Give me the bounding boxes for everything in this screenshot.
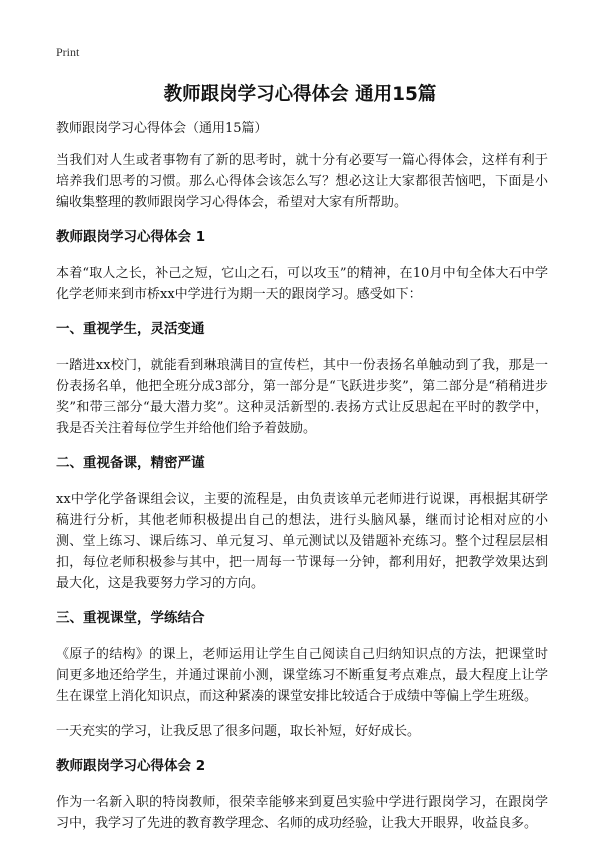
section-1-paragraph: 本着“取人之长，补己之短，它山之石，可以攻玉”的精神，在10月中旬全体大石中学化学老师来到市桥xx中学进行为期一天的跟岗学习。感受如下： <box>56 266 548 302</box>
subsection-3-heading: 三、重视课堂，学练结合 <box>56 610 205 626</box>
subsection-3-paragraph: 《原子的结构》的课上，老师运用让学生自己阅读自己归纳知识点的方法，把课堂时间更多地还给学生，并通过课前小测，课堂练习不断重复考点难点，最大程度上让学生在课堂上消化知识点，而这种紧凑的课堂安排比较适合于成绩中等偏上学生班级。 <box>56 647 548 704</box>
summary-paragraph: 一天充实的学习，让我反思了很多问题，取长补短，好好成长。 <box>56 724 421 739</box>
article-body <box>56 119 548 848</box>
article-subtitle: 教师跟岗学习心得体会（通用15篇） <box>56 121 268 136</box>
print-link[interactable]: Print <box>56 45 80 59</box>
subsection-2-paragraph: xx中学化学备课组会议，主要的流程是，由负责该单元老师进行说课，再根据其研学稿进行分析，其他老师积极提出自己的想法，进行头脑风暴，继而讨论相对应的小测、堂上练习、课后练习、单元复习、单元测试以及错题补充练习。整个过程层层相扣，每位老师积极参与其中，把一周每一节课每一分钟，都利用好，把教学效果达到最大化，这是我要努力学习的方向。 <box>56 492 548 591</box>
section-1-heading: 教师跟岗学习心得体会 1 <box>56 229 206 245</box>
section-2-paragraph: 作为一名新入职的特岗教师，很荣幸能够来到夏邑实验中学进行跟岗学习，在跟岗学习中，我学习了先进的教育教学理念、名师的成功经验，让我大开眼界，收益良多。 <box>56 795 548 831</box>
page-title: 教师跟岗学习心得体会 通用15篇 <box>163 84 437 105</box>
subsection-2-heading: 二、重视备课，精密严谨 <box>56 455 205 471</box>
subsection-1-paragraph: 一踏进xx校门，就能看到琳琅满目的宣传栏，其中一份表扬名单触动到了我，那是一份表扬名单，他把全班分成3部分，第一部分是“飞跃进步奖”，第二部分是“稍稍进步奖”和带三部分“最大潜力奖”。这种灵活新型的.表扬方式让反思起在平时的教学中，我是否关注着每位学生并给他们给予着鼓励。 <box>56 358 548 436</box>
subsection-1-heading: 一、重视学生，灵活变通 <box>56 321 205 337</box>
intro-paragraph: 当我们对人生或者事物有了新的思考时，就十分有必要写一篇心得体会，这样有利于培养我们思考的习惯。那么心得体会该怎么写？想必这让大家都很苦恼吧，下面是小编收集整理的教师跟岗学习心得体会，希望对大家有所帮助。 <box>56 153 548 210</box>
section-2-heading: 教师跟岗学习心得体会 2 <box>56 758 206 774</box>
